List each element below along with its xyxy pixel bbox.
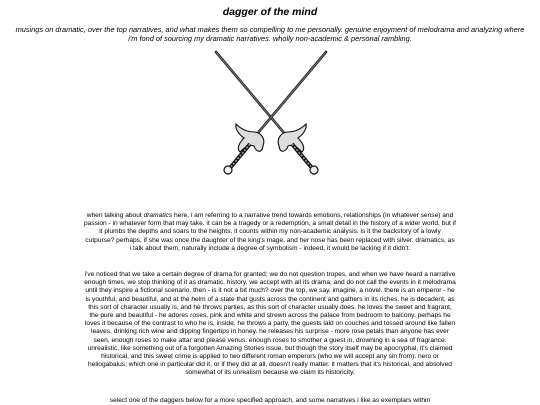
dramatics-emphasis: dramatics [143,212,173,219]
page-subtitle: musings on dramatic, over the top narratives, and what makes them so compelling to me personally. genuine enjoyment of melodrama and analyzing where i'm fond of sourcing my dramatic narratives. wholly non-academic & personal rambling. [15,25,525,43]
emperor-anecdote: i've noticed that we take a certain degree of drama for granted; we do not question tropes, and when we have heard a narrative enough times, we stop thinking of it as dramatic. history, we accept with all its drama, and do not call the events in it melodrama until they inspire a fictional scenario. then - is it not a bit much? over the top, we say. imagine, a novel. there is an emperor - he is youthful, and beautiful, and at the helm of a state that gusts across the continent and gathers in its riches. he is decadent, as this sort of character usually is, and he throws parties, as this sort of character usually does. he loves the sweet and fragrant, the pure and beautiful - he adores roses, pink and white and strewn across the palace from bedroom to balcony. perhaps he loves it because of the contrast to who he is, inside. he throws a party, the guests laid on couches and tossed around like fallen leaves, drinking rich wine and dipping fingertips in honey. he releases his surprise - more rose petals than anyone has ever seen, enough roses to make attar and please venus. enough roses to smother a guest in, drowning in a sea of fragrance. [84,271,456,344]
dagger-left-icon [216,52,318,174]
dagger-selection-prompt: select one of the daggers below for a more specified approach, and some narratives i like as exemplars within [109,397,431,404]
intro-text-start: when talking about [86,212,144,219]
page-title: dagger of the mind [222,6,318,18]
historicity-remark: unrealistic, like something out of a forgotten Amazing Stories issue. but though the story itself may be apocryphal, it's claimed historical, and this sweet crime is applied to two different roman emperors (who we will accept any sin from). nero or heliogabalus; which one in particular did it, or if they did at all, doesn't really matter. it matters that it's historical, and absolved somewhat of its unrealism because we claim its historicity. [87,344,453,377]
dagger-right-icon [224,52,326,174]
crossed-daggers-icon [206,48,336,176]
intro-paragraph-1 [84,212,456,253]
intro-text-rest: here, i am referring to a narrative trend towards emotions, relationships (in whatever sense) and passion - in whatever form that may take. it can be a tragedy or a redemption, a small detail in the history of a wider world, but if it plumbs the depths and soars to the heights, it counts within my non-academic analysis. is it the backstory of a lowly cutpurse? perhaps, if she was once the daughter of the king's mage, and her nose has been replaced with silver. dramatics, as i talk about them, naturally include a degree of symbolism - indeed, it would be lacking if it didn't. [84,212,456,252]
intro-paragraph-2 [84,271,456,378]
